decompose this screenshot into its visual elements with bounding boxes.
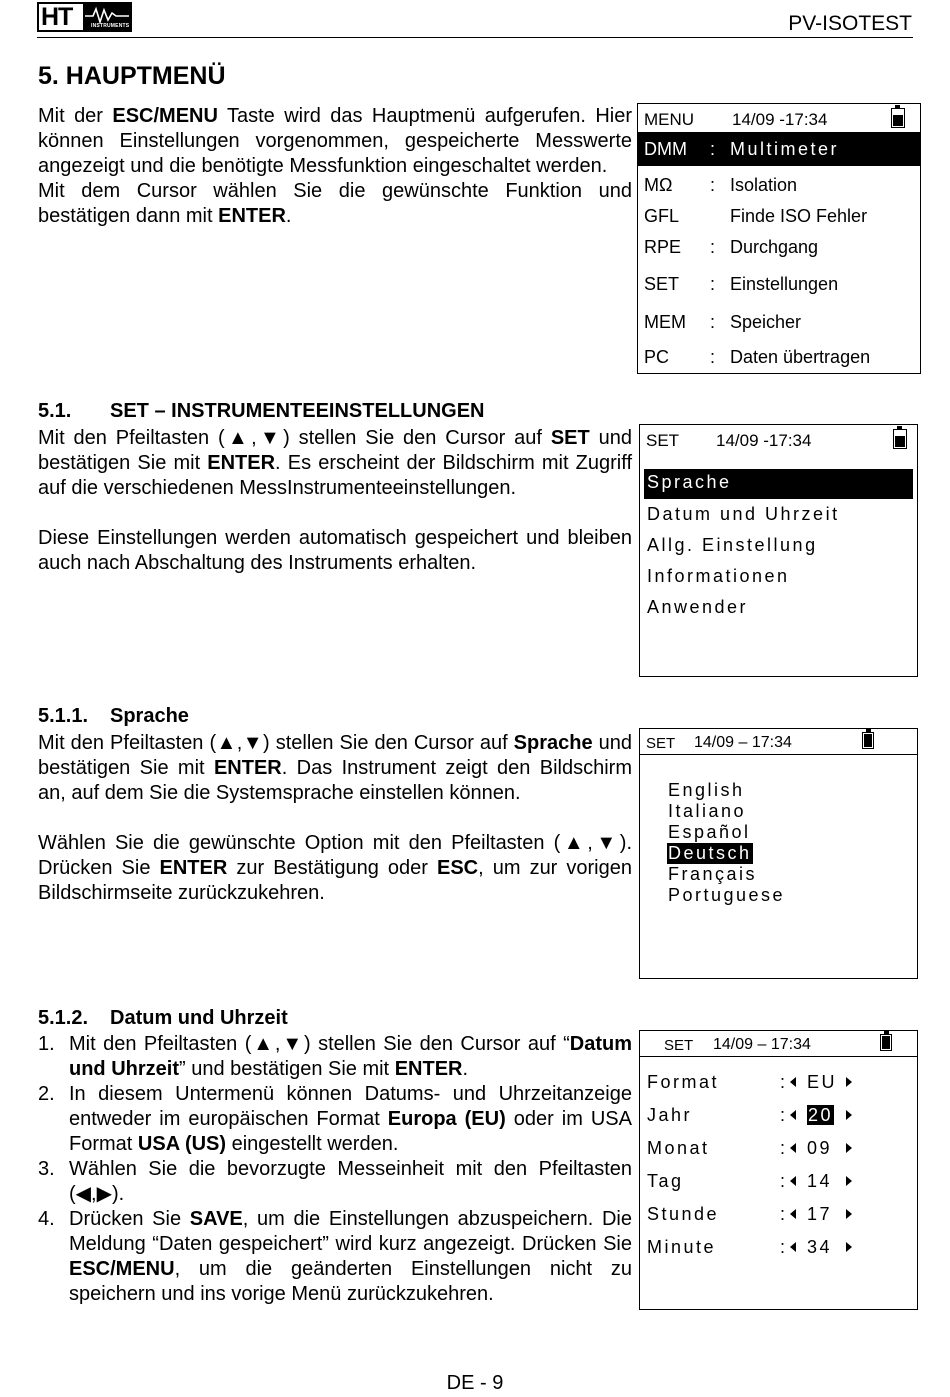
header-divider [37, 37, 913, 38]
language-option-label: English [668, 780, 745, 800]
menu-item-code: GFL [644, 206, 680, 226]
battery-icon [891, 108, 905, 128]
language-option[interactable] [667, 780, 746, 801]
date-setting-colon: : [780, 1237, 786, 1257]
menu-item-code: MEM [644, 312, 686, 332]
step-text: . [462, 1058, 469, 1080]
menu-item-separator: : [710, 237, 716, 257]
set-menu-item-label: Allg. Einstellung [647, 535, 818, 555]
step-text: Wählen Sie die bevorzugte Messeinheit mit den Pfeiltasten (◀,▶). [69, 1158, 632, 1205]
menu-item-code: RPE [644, 237, 682, 257]
set-screen [639, 424, 918, 677]
date-setting-label: Tag [647, 1171, 684, 1191]
screen-mode-label: SET [646, 431, 680, 450]
date-setting-row[interactable] [640, 1232, 917, 1262]
menu-item-separator: : [710, 139, 716, 159]
arrow-left-icon[interactable] [790, 1176, 796, 1186]
step-number: 3. [38, 1158, 55, 1180]
step-item [38, 1082, 632, 1157]
language-option-label: Deutsch [668, 843, 752, 863]
step-text: ESC/MENU [69, 1258, 175, 1280]
step-text: ” und bestätigen Sie mit [179, 1058, 395, 1080]
date-setting-row[interactable] [640, 1199, 917, 1229]
step-text: eingestellt werden. [226, 1133, 399, 1155]
screen-mode-label: SET [664, 1037, 694, 1054]
date-setting-label: Monat [647, 1138, 710, 1158]
menu-item-label: Multimeter [730, 139, 840, 159]
date-setting-value: 09 [807, 1138, 833, 1158]
step-text: In diesem Untermenü können Datums- und Uhrzeitanzeige entweder im europäischen Format [69, 1083, 632, 1130]
step-text: Mit den Pfeiltasten (▲,▼) stellen Sie den Cursor auf “ [69, 1033, 570, 1055]
menu-item-separator: : [710, 312, 716, 332]
step-text: , um die Einstellungen abzuspeichern. Die Meldung “Daten gespeichert” wird kurz angezeigt. Drücken Sie [69, 1208, 632, 1255]
date-setting-colon: : [780, 1204, 786, 1224]
menu-item-rpe[interactable] [638, 232, 920, 262]
language-option[interactable] [667, 822, 752, 843]
date-time-screen [639, 1030, 918, 1310]
arrow-right-icon[interactable] [846, 1242, 852, 1252]
step-number: 2. [38, 1083, 55, 1105]
steps-list [38, 1032, 632, 1307]
menu-item-code: DMM [644, 139, 687, 159]
arrow-right-icon[interactable] [846, 1110, 852, 1120]
arrow-left-icon[interactable] [790, 1110, 796, 1120]
battery-icon [862, 732, 874, 749]
arrow-right-icon[interactable] [846, 1209, 852, 1219]
section-title-datum: 5.1.2. Datum und Uhrzeit [38, 1007, 288, 1029]
step-number: 4. [38, 1208, 55, 1230]
menu-item-gfl[interactable] [638, 201, 920, 231]
step-text: SAVE [189, 1208, 243, 1230]
screen-header [638, 104, 920, 130]
step-text: Europa (EU) [387, 1108, 506, 1130]
date-setting-row[interactable] [640, 1166, 917, 1196]
step-item [38, 1032, 632, 1082]
step-text: Datum und Uhrzeit [69, 1033, 632, 1080]
language-option-label: Italiano [668, 801, 747, 821]
paragraph: Mit dem Cursor wählen Sie die gewünschte Funktion und bestätigen dann mit ENTER. [38, 180, 632, 227]
section-title-set: 5.1. SET – INSTRUMENTEEINSTELLUNGEN [38, 400, 485, 422]
screen-datetime: 14/09 -17:34 [716, 431, 812, 450]
menu-item-dmm[interactable] [638, 132, 920, 166]
step-text: ENTER [394, 1058, 463, 1080]
language-option-label: Español [668, 822, 751, 842]
screen-mode-label: MENU [644, 110, 695, 129]
date-setting-value: EU [807, 1072, 838, 1092]
language-option-label: Portuguese [668, 885, 786, 905]
arrow-left-icon[interactable] [790, 1242, 796, 1252]
set-menu-item-label: Anwender [647, 597, 749, 617]
arrow-left-icon[interactable] [790, 1143, 796, 1153]
menu-item-mω[interactable] [638, 170, 920, 200]
step-text: oder im USA Format [69, 1108, 632, 1155]
language-option[interactable] [667, 843, 753, 864]
step-text: USA (US) [137, 1133, 227, 1155]
set-menu-item[interactable] [644, 469, 913, 499]
screen-datetime: 14/09 – 17:34 [694, 734, 792, 751]
date-setting-value: 17 [807, 1204, 833, 1224]
menu-item-separator: : [710, 347, 716, 367]
screen-header [640, 729, 917, 755]
ht-logo [37, 2, 132, 32]
paragraph: Wählen Sie die gewünschte Option mit den Pfeiltasten (▲,▼). Drücken Sie ENTER zur Bestätigung oder ESC, um zur vorigen Bildschirmseite zurückzukehren. [38, 832, 632, 904]
paragraph: Diese Einstellungen werden automatisch gespeichert und bleiben auch nach Abschaltung des Instruments erhalten. [38, 527, 632, 574]
date-setting-value: 20 [808, 1105, 834, 1125]
menu-item-label: Einstellungen [730, 274, 839, 294]
page-number: DE - 9 [446, 1372, 504, 1394]
menu-item-code: SET [644, 274, 680, 294]
menu-item-separator: : [710, 175, 716, 195]
date-setting-row[interactable] [640, 1100, 917, 1130]
date-setting-value: 34 [807, 1237, 833, 1257]
screen-datetime: 14/09 – 17:34 [713, 1036, 811, 1053]
language-option[interactable] [667, 885, 786, 906]
section-title-sprache: 5.1.1. Sprache [38, 705, 189, 727]
date-setting-colon: : [780, 1072, 786, 1092]
section51-text [38, 426, 632, 576]
date-setting-colon: : [780, 1171, 786, 1191]
date-setting-label: Stunde [647, 1204, 720, 1224]
language-screen [639, 728, 918, 979]
language-option[interactable] [667, 801, 747, 822]
language-option[interactable] [667, 864, 758, 885]
screen-header [640, 425, 917, 451]
menu-item-label: Speicher [730, 312, 802, 332]
paragraph: Mit der ESC/MENU Taste wird das Hauptmenü aufgerufen. Hier können Einstellungen vorgenommen, gespeicherte Messwerte angezeigt und die benötigte Messfunktion eingeschaltet werden. [38, 105, 632, 177]
set-menu-item-label: Datum und Uhrzeit [647, 504, 840, 524]
menu-item-label: Daten übertragen [730, 347, 871, 367]
menu-item-mem[interactable] [638, 307, 920, 337]
step-item [38, 1157, 632, 1207]
date-setting-row[interactable] [640, 1067, 917, 1097]
date-setting-label: Minute [647, 1237, 717, 1257]
document-title: PV-ISOTEST [788, 12, 912, 35]
screen-header [640, 1031, 917, 1057]
step-text: Drücken Sie [69, 1208, 190, 1230]
arrow-right-icon[interactable] [846, 1143, 852, 1153]
step-text: , um die geänderten Einstellungen nicht zu speichern und ins vorige Menü zurückzukehren. [69, 1258, 632, 1305]
menu-item-separator: : [710, 274, 716, 294]
logo-subtext: INSTRUMENTS [91, 23, 130, 29]
step-number: 1. [38, 1033, 55, 1055]
arrow-left-icon[interactable] [790, 1077, 796, 1087]
set-menu-item-label: Informationen [647, 566, 790, 586]
date-setting-label: Jahr [647, 1105, 693, 1125]
arrow-right-icon[interactable] [846, 1176, 852, 1186]
screen-datetime: 14/09 -17:34 [732, 110, 828, 129]
set-menu-item[interactable] [644, 594, 913, 624]
menu-item-pc[interactable] [638, 342, 920, 372]
menu-item-label: Finde ISO Fehler [730, 206, 868, 226]
set-menu-item[interactable] [644, 563, 913, 593]
paragraph: Mit den Pfeiltasten (▲,▼) stellen Sie den Cursor auf SET und bestätigen Sie mit ENTER. Es erscheint der Bildschirm mit Zugriff auf die verschiedenen MessInstrumenteeinstellungen. [38, 427, 632, 499]
date-setting-value: 14 [807, 1171, 833, 1191]
menu-item-label: Isolation [730, 175, 798, 195]
date-setting-colon: : [780, 1138, 786, 1158]
arrow-right-icon[interactable] [846, 1077, 852, 1087]
language-option-label: Français [668, 864, 758, 884]
paragraph: Mit den Pfeiltasten (▲,▼) stellen Sie den Cursor auf Sprache und bestätigen Sie mit ENTER. Das Instrument zeigt den Bildschirm an, auf dem Sie die Systemsprache einstellen können. [38, 732, 633, 804]
menu-item-set[interactable] [638, 269, 920, 299]
menu-item-label: Durchgang [730, 237, 819, 257]
section511-text [38, 731, 632, 906]
battery-icon [893, 429, 907, 449]
logo-text: HT [41, 3, 73, 31]
arrow-left-icon[interactable] [790, 1209, 796, 1219]
screen-mode-label: SET [646, 735, 676, 752]
menu-screen [637, 103, 921, 374]
set-menu-item[interactable] [644, 501, 913, 531]
date-setting-label: Format [647, 1072, 720, 1092]
section5-text [38, 104, 632, 229]
section-title-hauptmenue: 5. HAUPTMENÜ [38, 62, 226, 90]
step-item [38, 1207, 632, 1307]
battery-icon [880, 1034, 892, 1051]
set-menu-item[interactable] [644, 532, 913, 562]
menu-item-code: MΩ [644, 175, 673, 195]
set-menu-item-label: Sprache [647, 472, 732, 492]
menu-item-code: PC [644, 347, 670, 367]
date-setting-colon: : [780, 1105, 786, 1125]
date-setting-row[interactable] [640, 1133, 917, 1163]
